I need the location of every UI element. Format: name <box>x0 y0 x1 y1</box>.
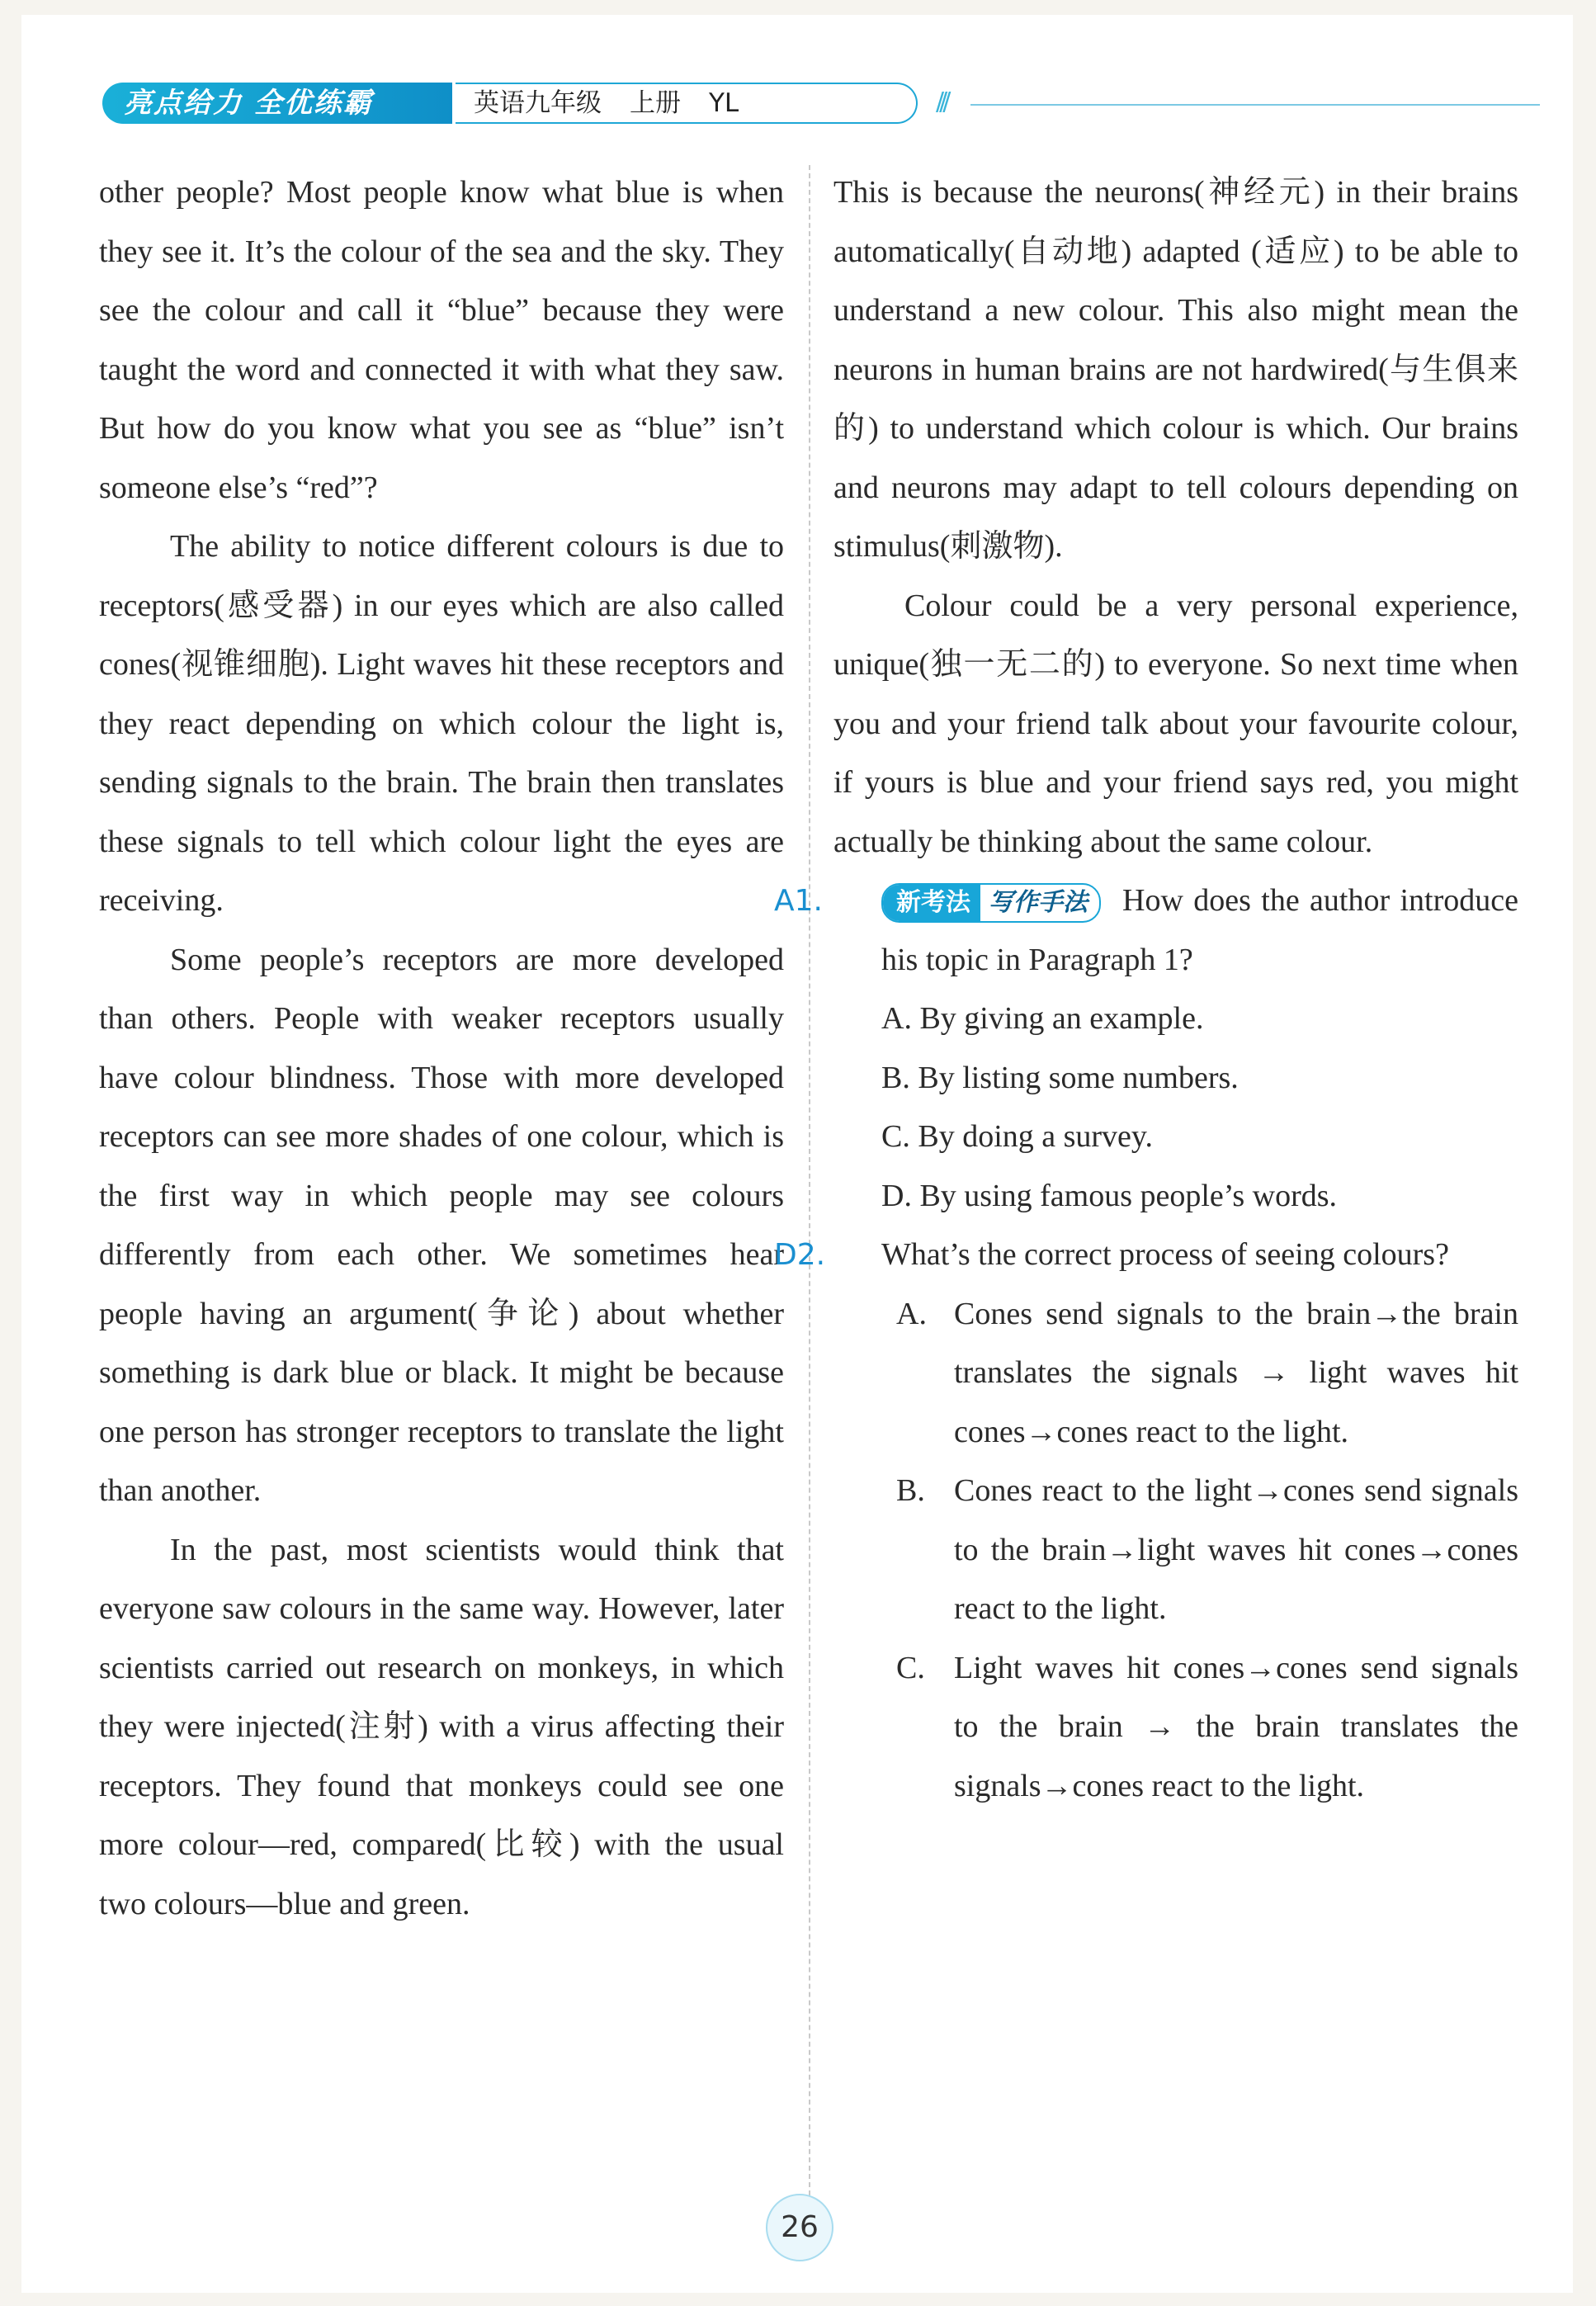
paragraph: The ability to notice different colours is due to receptors(感受器) in our eyes which are also called cones(视锥细胞). Light waves hit these receptors and they react depending on which colour the light is, sending signals to the brain. The brain then translates these signals to tell which colour light the eyes are receiving. <box>99 529 784 918</box>
answer-mark: A1. <box>774 884 823 918</box>
left-column <box>99 163 784 1934</box>
brand-banner: 亮点给力 全优练霸 <box>102 83 452 124</box>
paragraph: Colour could be a very personal experience, unique(独一无二的) to everyone. So next time when you and your friend talk about your favourite colour, if yours is blue and your friend says red, you might actually be thinking about the same colour. <box>833 588 1518 859</box>
option-a <box>833 1285 1518 1463</box>
new-method-badge <box>881 883 1101 923</box>
question-stem: What’s the correct process of seeing colours? <box>881 1237 1449 1272</box>
question-1 <box>774 872 1518 1226</box>
badge-sub: 写作手法 <box>989 888 1088 918</box>
option-d: D. By using famous people’s words. <box>881 1178 1338 1213</box>
question-stem: How does the author introduce his topic in Paragraph 1? <box>881 883 1518 977</box>
option-text: Cones react to the light→cones send signals to the brain→light waves hit cones→cones react to the light. <box>954 1473 1518 1626</box>
option-letter: C. <box>896 1650 925 1685</box>
answer-mark: D2. <box>774 1238 826 1272</box>
paragraph: This is because the neurons(神经元) in their brains automatically(自动地) adapted (适应) to be able to understand a new colour. This also might mean the neurons in human brains are not hardwired(与生俱来的) to understand which colour is which. Our brains and neurons may adapt to tell colours depending on stimulus(刺激物). <box>833 175 1518 564</box>
option-c: C. By doing a survey. <box>881 1119 1153 1154</box>
edition-label: YL <box>709 88 739 118</box>
option-letter: A. <box>896 1296 927 1331</box>
page-number: 26 <box>766 2194 833 2261</box>
option-c <box>833 1639 1518 1817</box>
option-a: A. By giving an example. <box>881 1001 1204 1036</box>
option-letter: B. <box>896 1473 925 1508</box>
question-2 <box>774 1226 1518 1816</box>
option-text: Light waves hit cones→cones send signals to the brain → the brain translates the signals→cones react to the light. <box>954 1650 1518 1803</box>
option-b <box>833 1462 1518 1639</box>
slash-decoration: /// <box>936 87 947 116</box>
paragraph: other people? Most people know what blue is when they see it. It’s the colour of the sea and the sky. They see the colour and call it “blue” because they were taught the word and connected it with what they saw. But how do you know what you see as “blue” isn’t someone else’s “red”? <box>99 175 784 505</box>
paragraph: Some people’s receptors are more developed than others. People with weaker receptors usually have colour blindness. Those with more developed receptors can see more shades of one colour, which is the first way in which people may see colours differently from each other. We sometimes hear people having an argument(争论) about whether something is dark blue or black. It might be because one person has stronger receptors to translate the light than another. <box>99 942 784 1508</box>
subject-label: 英语九年级 <box>474 88 602 118</box>
page-header <box>102 79 1505 125</box>
right-column <box>774 163 1518 1816</box>
header-rule <box>970 104 1540 106</box>
option-b: B. By listing some numbers. <box>881 1060 1239 1095</box>
column-divider <box>809 165 810 2195</box>
paragraph: In the past, most scientists would think that everyone saw colours in the same way. However, later scientists carried out research on monkeys, in which they were injected(注射) with a virus affecting their receptors. They found that monkeys could see one more colour—red, compared(比较) with the usual two colours—blue and green. <box>99 1532 784 1921</box>
badge-main: 新考法 <box>883 885 980 921</box>
option-text: Cones send signals to the brain→the brain translates the signals → light waves hit cones→cones react to the light. <box>954 1296 1518 1449</box>
grade-label <box>456 83 918 124</box>
volume-label: 上册 <box>630 88 681 118</box>
